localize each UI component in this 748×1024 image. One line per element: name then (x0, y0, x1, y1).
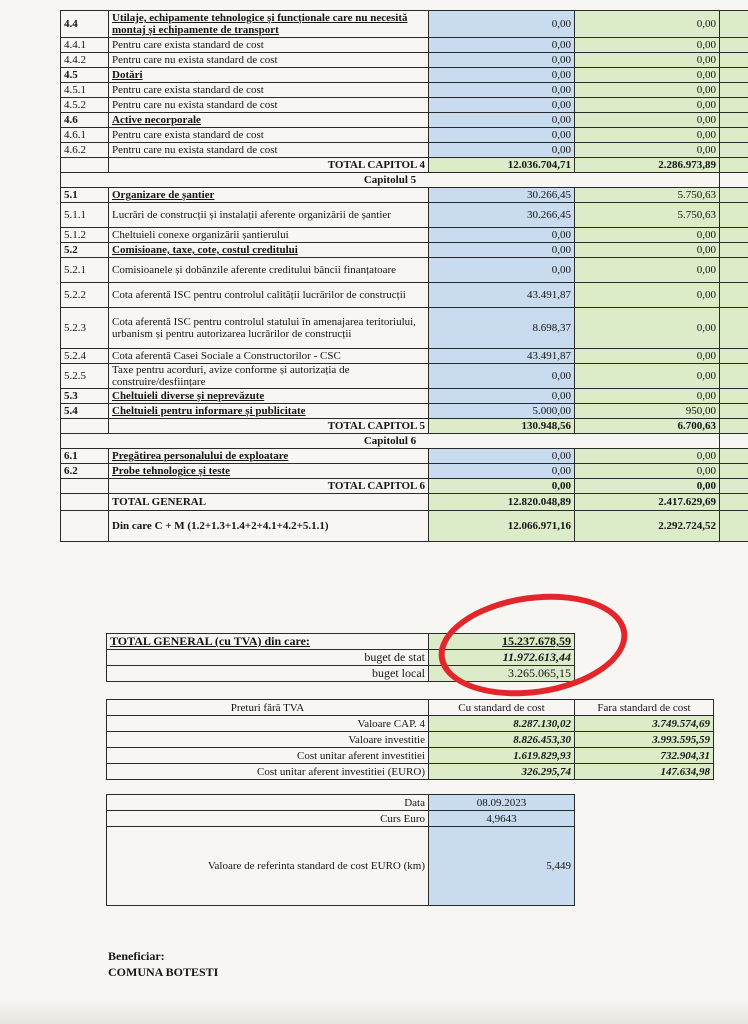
total-code-cell (61, 511, 109, 542)
row-extra-cell (720, 243, 748, 258)
table-row (61, 404, 748, 419)
table-row (61, 308, 748, 349)
row-description: Taxe pentru acorduri, avize conforme și autorizația de construire/desființare (109, 364, 429, 389)
row-extra-cell (720, 98, 748, 113)
total-code-cell (61, 419, 109, 434)
total-value-with-standard: 130.948,56 (429, 419, 575, 434)
table-row (61, 53, 748, 68)
row-extra-cell (720, 464, 748, 479)
row-description: Pentru care nu exista standard de cost (109, 143, 429, 158)
row-value-with-standard: 0,00 (429, 389, 575, 404)
row-value-with-standard: 0,00 (429, 11, 575, 38)
row-value-with-standard: 8.698,37 (429, 308, 575, 349)
table-row (61, 283, 748, 308)
table-row (61, 11, 748, 38)
row-code: 5.2.5 (61, 364, 109, 389)
total-value-with-standard: 12.820.048,89 (429, 494, 575, 511)
row-value-without-standard: 5.750,63 (575, 188, 720, 203)
row-extra-cell (720, 68, 748, 83)
row-value-without-standard: 0,00 (575, 98, 720, 113)
row-value-without-standard: 0,00 (575, 464, 720, 479)
row-code: 5.3 (61, 389, 109, 404)
total-value-without-standard: 0,00 (575, 479, 720, 494)
row-value-with-standard: 0,00 (429, 243, 575, 258)
row-extra-cell (720, 113, 748, 128)
row-code: 5.1.1 (61, 203, 109, 228)
row-code: 4.5.2 (61, 98, 109, 113)
page-bottom-shadow (0, 1000, 748, 1024)
row-value-without-standard: 0,00 (575, 258, 720, 283)
total-extra-cell (720, 511, 748, 542)
total-extra-cell (720, 158, 748, 173)
row-description: Probe tehnologice și teste (109, 464, 429, 479)
row-description: Cota aferentă ISC pentru controlul calității lucrărilor de construcții (109, 283, 429, 308)
prices-value: 3.993.595,59 (575, 732, 714, 748)
row-extra-cell (720, 188, 748, 203)
table-row (61, 228, 748, 243)
prices-label: Valoare CAP. 4 (107, 716, 429, 732)
row-description: Pentru care nu exista standard de cost (109, 53, 429, 68)
row-code: 5.2 (61, 243, 109, 258)
row-value-without-standard: 0,00 (575, 243, 720, 258)
row-value-with-standard: 0,00 (429, 143, 575, 158)
summary-value: 3.265.065,15 (429, 666, 575, 682)
row-value-with-standard: 0,00 (429, 228, 575, 243)
row-code: 6.2 (61, 464, 109, 479)
prices-value: 732.904,31 (575, 748, 714, 764)
row-description: Cheltuieli conexe organizării șantierului (109, 228, 429, 243)
beneficiary-name: COMUNA BOTESTI (108, 965, 219, 979)
row-code: 5.4 (61, 404, 109, 419)
table-row (61, 389, 748, 404)
row-extra-cell (720, 143, 748, 158)
prices-row (107, 732, 714, 748)
chapter-extra-cell (720, 434, 748, 449)
row-value-with-standard: 0,00 (429, 98, 575, 113)
total-value-with-standard: 12.066.971,16 (429, 511, 575, 542)
chapter-header-row (61, 434, 748, 449)
row-value-without-standard: 0,00 (575, 68, 720, 83)
row-value-with-standard: 43.491,87 (429, 283, 575, 308)
total-label: TOTAL GENERAL (109, 494, 429, 511)
row-extra-cell (720, 83, 748, 98)
euro-rate-value: 4,9643 (429, 811, 575, 827)
total-label: TOTAL CAPITOL 6 (109, 479, 429, 494)
row-value-without-standard: 0,00 (575, 349, 720, 364)
prices-row (107, 764, 714, 780)
row-description: Comisioane, taxe, cote, costul creditului (109, 243, 429, 258)
prices-value: 147.634,98 (575, 764, 714, 780)
row-value-with-standard: 43.491,87 (429, 349, 575, 364)
reference-label: Valoare de referinta standard de cost EURO (km) (107, 827, 429, 906)
row-description: Cheltuieli diverse și neprevăzute (109, 389, 429, 404)
row-value-with-standard: 0,00 (429, 258, 575, 283)
table-row (61, 98, 748, 113)
total-value-without-standard: 2.417.629,69 (575, 494, 720, 511)
prices-label: Valoare investitie (107, 732, 429, 748)
row-value-without-standard: 0,00 (575, 113, 720, 128)
total-label: TOTAL CAPITOL 5 (109, 419, 429, 434)
total-code-cell (61, 494, 109, 511)
row-description: Lucrări de construcții și instalații aferente organizării de șantier (109, 203, 429, 228)
row-value-without-standard: 5.750,63 (575, 203, 720, 228)
prices-value: 3.749.574,69 (575, 716, 714, 732)
row-description: Active necorporale (109, 113, 429, 128)
row-value-with-standard: 0,00 (429, 53, 575, 68)
reference-row (107, 811, 575, 827)
row-code: 4.4 (61, 11, 109, 38)
table-row (61, 364, 748, 389)
row-code: 4.4.1 (61, 38, 109, 53)
prices-table (106, 699, 714, 780)
row-value-with-standard: 0,00 (429, 449, 575, 464)
row-value-without-standard: 0,00 (575, 283, 720, 308)
row-value-without-standard: 0,00 (575, 11, 720, 38)
total-extra-cell (720, 419, 748, 434)
prices-value: 8.287.130,02 (429, 716, 575, 732)
table-row (61, 203, 748, 228)
total-value-with-standard: 12.036.704,71 (429, 158, 575, 173)
row-code: 4.5 (61, 68, 109, 83)
row-extra-cell (720, 283, 748, 308)
beneficiary-label: Beneficiar: (108, 949, 165, 963)
row-value-without-standard: 0,00 (575, 53, 720, 68)
row-code: 4.6 (61, 113, 109, 128)
total-row (61, 419, 748, 434)
total-row (61, 511, 748, 542)
row-code: 4.4.2 (61, 53, 109, 68)
total-value-without-standard: 2.286.973,89 (575, 158, 720, 173)
row-extra-cell (720, 203, 748, 228)
row-description: Dotări (109, 68, 429, 83)
reference-table (106, 794, 575, 906)
total-extra-cell (720, 479, 748, 494)
chapter-header: Capitolul 5 (61, 173, 720, 188)
row-value-without-standard: 0,00 (575, 83, 720, 98)
table-row (61, 83, 748, 98)
row-code: 5.2.3 (61, 308, 109, 349)
row-extra-cell (720, 308, 748, 349)
row-extra-cell (720, 389, 748, 404)
table-row (61, 243, 748, 258)
red-circle-annotation (432, 582, 634, 707)
row-description: Cota aferentă Casei Sociale a Constructorilor - CSC (109, 349, 429, 364)
row-value-without-standard: 0,00 (575, 38, 720, 53)
row-code: 6.1 (61, 449, 109, 464)
chapter-header-row (61, 173, 748, 188)
prices-header: Preturi fără TVA (107, 700, 429, 716)
row-extra-cell (720, 53, 748, 68)
prices-header: Fara standard de cost (575, 700, 714, 716)
row-description: Pentru care exista standard de cost (109, 128, 429, 143)
summary-title: TOTAL GENERAL (cu TVA) din care: (107, 634, 429, 650)
total-row (61, 494, 748, 511)
row-description: Comisioanele și dobânzile aferente creditului băncii finanțatoare (109, 258, 429, 283)
total-row (61, 158, 748, 173)
table-row (61, 258, 748, 283)
row-extra-cell (720, 449, 748, 464)
prices-header: Cu standard de cost (429, 700, 575, 716)
date-label: Data (107, 795, 429, 811)
chapter-extra-cell (720, 173, 748, 188)
table-row (61, 68, 748, 83)
table-row (61, 143, 748, 158)
prices-label: Cost unitar aferent investitiei (EURO) (107, 764, 429, 780)
table-row (61, 113, 748, 128)
reference-row (107, 795, 575, 811)
row-value-with-standard: 0,00 (429, 128, 575, 143)
row-value-with-standard: 5.000,00 (429, 404, 575, 419)
row-value-with-standard: 30.266,45 (429, 203, 575, 228)
row-extra-cell (720, 258, 748, 283)
row-description: Cheltuieli pentru informare și publicitate (109, 404, 429, 419)
row-description: Utilaje, echipamente tehnologice și funcționale care nu necesită montaj și echipamente de transport (109, 11, 429, 38)
total-code-cell (61, 158, 109, 173)
row-description: Cota aferentă ISC pentru controlul statului în amenajarea teritoriului, urbanism și pentru autorizarea lucrărilor de construcții (109, 308, 429, 349)
summary-label: buget de stat (107, 650, 429, 666)
table-row (61, 128, 748, 143)
row-value-with-standard: 0,00 (429, 38, 575, 53)
total-value-without-standard: 6.700,63 (575, 419, 720, 434)
row-value-without-standard: 950,00 (575, 404, 720, 419)
prices-row (107, 748, 714, 764)
chapter-header: Capitolul 6 (61, 434, 720, 449)
total-code-cell (61, 479, 109, 494)
budget-table (60, 10, 748, 542)
table-row (61, 349, 748, 364)
row-extra-cell (720, 38, 748, 53)
table-row (61, 188, 748, 203)
summary-value: 11.972.613,44 (429, 650, 575, 666)
row-value-without-standard: 0,00 (575, 228, 720, 243)
prices-value: 326.295,74 (429, 764, 575, 780)
row-extra-cell (720, 11, 748, 38)
total-label: TOTAL CAPITOL 4 (109, 158, 429, 173)
row-description: Pentru care exista standard de cost (109, 83, 429, 98)
row-extra-cell (720, 404, 748, 419)
row-extra-cell (720, 228, 748, 243)
row-extra-cell (720, 128, 748, 143)
reference-value: 5,449 (429, 827, 575, 906)
prices-label: Cost unitar aferent investitiei (107, 748, 429, 764)
row-value-with-standard: 30.266,45 (429, 188, 575, 203)
row-value-without-standard: 0,00 (575, 389, 720, 404)
total-row (61, 479, 748, 494)
signature-block (108, 948, 218, 980)
total-extra-cell (720, 494, 748, 511)
total-label: Din care C + M (1.2+1.3+1.4+2+4.1+4.2+5.1.1) (109, 511, 429, 542)
summary-label: buget local (107, 666, 429, 682)
row-description: Pregătirea personalului de exploatare (109, 449, 429, 464)
total-value-without-standard: 2.292.724,52 (575, 511, 720, 542)
row-extra-cell (720, 364, 748, 389)
row-value-with-standard: 0,00 (429, 464, 575, 479)
prices-header-row (107, 700, 714, 716)
row-value-with-standard: 0,00 (429, 68, 575, 83)
row-extra-cell (720, 349, 748, 364)
table-row (61, 464, 748, 479)
row-value-without-standard: 0,00 (575, 308, 720, 349)
row-value-with-standard: 0,00 (429, 83, 575, 98)
row-description: Pentru care exista standard de cost (109, 38, 429, 53)
row-value-without-standard: 0,00 (575, 449, 720, 464)
row-description: Pentru care nu exista standard de cost (109, 98, 429, 113)
row-code: 5.2.1 (61, 258, 109, 283)
date-value: 08.09.2023 (429, 795, 575, 811)
prices-value: 1.619.829,93 (429, 748, 575, 764)
row-code: 5.2.2 (61, 283, 109, 308)
euro-rate-label: Curs Euro (107, 811, 429, 827)
total-value-with-standard: 0,00 (429, 479, 575, 494)
table-row (61, 449, 748, 464)
reference-row (107, 827, 575, 906)
row-code: 5.2.4 (61, 349, 109, 364)
summary-total-value: 15.237.678,59 (429, 634, 575, 650)
row-description: Organizare de șantier (109, 188, 429, 203)
row-code: 4.6.2 (61, 143, 109, 158)
row-value-with-standard: 0,00 (429, 113, 575, 128)
row-value-with-standard: 0,00 (429, 364, 575, 389)
row-code: 5.1.2 (61, 228, 109, 243)
row-code: 4.6.1 (61, 128, 109, 143)
prices-value: 8.826.453,30 (429, 732, 575, 748)
row-code: 4.5.1 (61, 83, 109, 98)
row-value-without-standard: 0,00 (575, 143, 720, 158)
table-row (61, 38, 748, 53)
row-value-without-standard: 0,00 (575, 128, 720, 143)
row-code: 5.1 (61, 188, 109, 203)
row-value-without-standard: 0,00 (575, 364, 720, 389)
prices-row (107, 716, 714, 732)
